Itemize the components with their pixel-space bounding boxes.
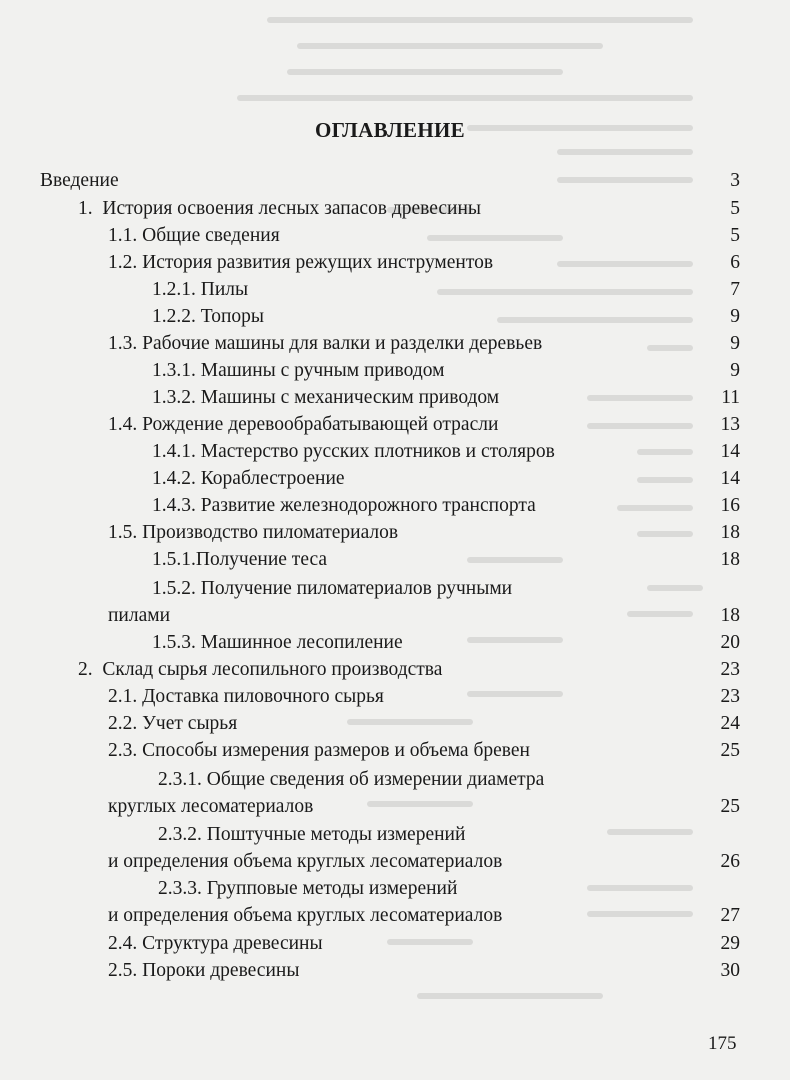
toc-entry-title: 2.3.3. Групповые методы измерений — [158, 878, 458, 899]
toc-title: ОГЛАВЛЕНИЕ — [315, 118, 465, 142]
toc-entry-page: 9 — [730, 306, 740, 327]
toc-entry-title: 1.3.2. Машины с механическим приводом — [152, 387, 500, 408]
toc-entry-page: 20 — [720, 632, 740, 653]
toc-entry-title: 1.2. История развития режущих инструментов — [108, 252, 494, 273]
toc-entry-title: 1.4.2. Кораблестроение — [152, 468, 345, 489]
toc-entry-title: 2.5. Пороки древесины — [108, 960, 300, 981]
toc-entry-page: 30 — [720, 960, 740, 981]
toc-entry-page: 25 — [720, 796, 740, 817]
toc-entry-title: 1.3. Рабочие машины для валки и разделки деревьев — [108, 333, 543, 354]
toc-entry-title: 1.5.2. Получение пиломатериалов ручными — [152, 578, 513, 599]
toc-entry-title: 1.4.3. Развитие железнодорожного транспорта — [152, 495, 536, 516]
toc-entry-page: 23 — [720, 686, 740, 707]
toc-entry-page: 6 — [730, 252, 740, 273]
toc-entry-title: 2. Склад сырья лесопильного производства — [78, 659, 443, 680]
toc-entry-title: и определения объема круглых лесоматериалов — [108, 851, 503, 872]
toc-entry-page: 7 — [730, 279, 740, 300]
toc-entry-page: 9 — [730, 333, 740, 354]
toc-entry-page: 14 — [720, 468, 740, 489]
toc-entry-title: пилами — [108, 605, 171, 626]
toc-entry-title: 1.3.1. Машины с ручным приводом — [152, 360, 445, 381]
toc-entry-page: 27 — [720, 905, 740, 926]
toc-entry-title: 2.3. Способы измерения размеров и объема бревен — [108, 740, 530, 761]
toc-entry-title: 2.3.2. Поштучные методы измерений — [158, 824, 466, 845]
toc-entry-page: 16 — [720, 495, 740, 516]
toc-entry-page: 29 — [720, 933, 740, 954]
toc-entry-page: 13 — [720, 414, 740, 435]
toc-entry-page: 23 — [720, 659, 740, 680]
toc-entry-title: 1.2.1. Пилы — [152, 279, 249, 300]
toc-entry-page: 25 — [720, 740, 740, 761]
toc-entry-title: 1.5.3. Машинное лесопиление — [152, 632, 403, 653]
toc-entry-title: 1.1. Общие сведения — [108, 225, 280, 246]
toc-entry-page: 18 — [720, 549, 740, 570]
toc-entry-title: 1. История освоения лесных запасов древесины — [78, 198, 482, 219]
toc-entry-page: 14 — [720, 441, 740, 462]
toc-entry-title: 2.4. Структура древесины — [108, 933, 323, 954]
toc-entry-title: 2.3.1. Общие сведения об измерении диаметра — [158, 769, 545, 790]
toc-entry-page: 18 — [720, 522, 740, 543]
toc-entry-page: 26 — [720, 851, 740, 872]
toc-entry-title: Введение — [40, 170, 119, 191]
toc-entry-page: 24 — [720, 713, 740, 734]
toc-entry-title: 1.4.1. Мастерство русских плотников и столяров — [152, 441, 555, 462]
toc-entry-page: 5 — [730, 198, 740, 219]
toc-entry-title: 1.5. Производство пиломатериалов — [108, 522, 399, 543]
toc-entry-title: круглых лесоматериалов — [108, 796, 314, 817]
toc-entry-title: и определения объема круглых лесоматериалов — [108, 905, 503, 926]
toc-entry-page: 9 — [730, 360, 740, 381]
toc-entry-page: 18 — [720, 605, 740, 626]
toc-entry-title: 2.1. Доставка пиловочного сырья — [108, 686, 384, 707]
toc-entry-page: 5 — [730, 225, 740, 246]
page-number: 175 — [708, 1033, 737, 1054]
table-of-contents — [40, 0, 740, 1080]
toc-entry-page: 11 — [721, 387, 740, 408]
toc-entry-title: 1.2.2. Топоры — [152, 306, 264, 327]
toc-entry-title: 1.4. Рождение деревообрабатывающей отрасли — [108, 414, 499, 435]
toc-entry-page: 3 — [730, 170, 740, 191]
toc-entry-title: 2.2. Учет сырья — [108, 713, 238, 734]
toc-entry-title: 1.5.1.Получение теса — [152, 549, 328, 570]
